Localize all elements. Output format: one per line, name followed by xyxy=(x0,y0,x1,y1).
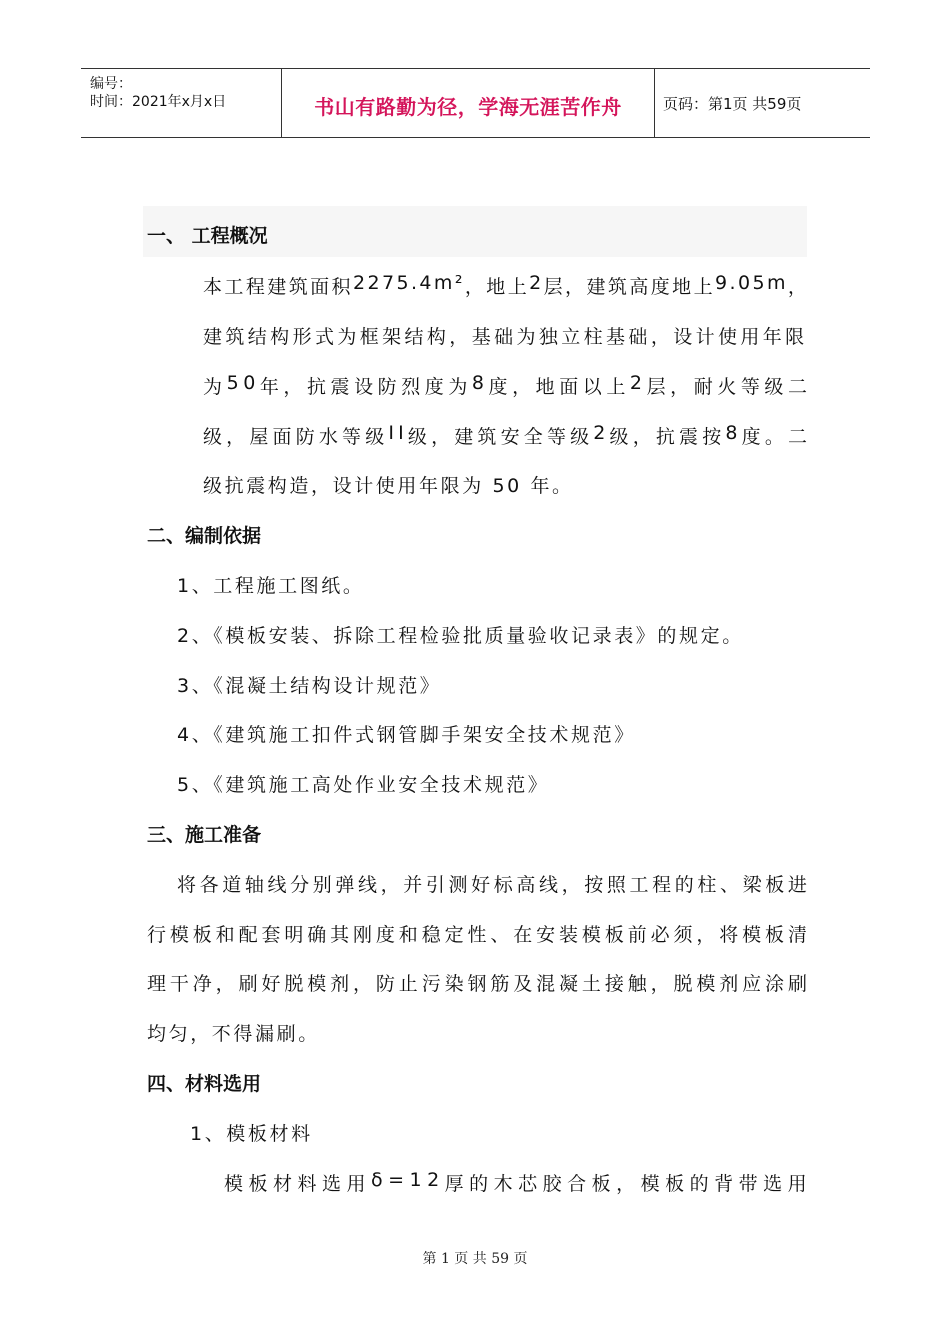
section-2-item-1: 1、工程施工图纸。 xyxy=(177,575,365,597)
section-3-title: 三、施工准备 xyxy=(147,824,262,846)
section-3-line-4: 均匀，不得漏刷。 xyxy=(147,1023,320,1045)
header-motto: 书山有路勤为径，学海无涯苦作舟 xyxy=(314,95,622,119)
section-4-line-1: 模 板 材 料 选 用 δ = 1 2 厚 的 木 芯 胶 合 板 ， 模 板 的 背 带 选 用 xyxy=(224,1169,807,1195)
section-2-item-2: 2、《模板安装、拆除工程检验批质量验收记录表》的规定。 xyxy=(177,625,744,647)
section-3-line-3: 理 干 净 ， 刷 好 脱 模 剂 ， 防 止 污 染 钢 筋 及 混 凝 土 接 触 ， 脱 模 剂 应 涂 刷 xyxy=(147,973,807,995)
section-3-line-1: 将 各 道 轴 线 分 别 弹 线 ， 并 引 测 好 标 高 线 ， 按 照 工 程 的 柱 、 梁 板 进 xyxy=(177,874,807,896)
header-info-cell xyxy=(81,69,281,137)
header-page-cell xyxy=(654,69,870,137)
section-3-line-2: 行 模 板 和 配 套 明 确 其 刚 度 和 稳 定 性 、 在 安 装 模 板 前 必 须 ， 将 模 板 清 xyxy=(147,924,807,946)
section-1-line-1: 本 工 程 建 筑 面 积 2 2 7 5 . 4 m ² ， 地 上 2 层 ， 建 筑 高 度 地 上 9 . 0 5 m ， xyxy=(203,272,807,298)
section-1-line-2: 建 筑 结 构 形 式 为 框 架 结 构 ， 基 础 为 独 立 柱 基 础 ， 设 计 使 用 年 限 xyxy=(203,326,807,348)
section-1-line-5: 级抗震构造，设计使用年限为 50 年。 xyxy=(203,475,574,497)
section-1-line-3: 为 5 0 年 ， 抗 震 设 防 烈 度 为 8 度 ， 地 面 以 上 2 层 ， 耐 火 等 级 二 xyxy=(203,372,807,398)
page-footer: 第 1 页 共 59 页 xyxy=(422,1251,528,1267)
header-table xyxy=(81,68,870,138)
header-page-number: 页码：第1页 共59页 xyxy=(663,95,802,113)
document-date-label: 时间：2021年x月x日 xyxy=(90,94,227,110)
section-1-line-4: 级 ， 屋 面 防 水 等 级 I I 级 ， 建 筑 安 全 等 级 2 级 ， 抗 震 按 8 度 。 二 xyxy=(203,422,807,448)
section-2-item-5: 5、《建筑施工高处作业安全技术规范》 xyxy=(177,774,550,796)
header-motto-cell xyxy=(281,69,655,137)
section-2-item-4: 4、《建筑施工扣件式钢管脚手架安全技术规范》 xyxy=(177,724,636,746)
document-number-label: 编号： xyxy=(90,76,132,92)
section-2-item-3: 3、《混凝土结构设计规范》 xyxy=(177,675,442,697)
section-1-title: 一、 工程概况 xyxy=(147,225,268,247)
section-2-title: 二、编制依据 xyxy=(147,525,262,547)
section-4-subtitle: 1、模板材料 xyxy=(190,1123,313,1145)
section-4-title: 四、材料选用 xyxy=(147,1073,262,1095)
